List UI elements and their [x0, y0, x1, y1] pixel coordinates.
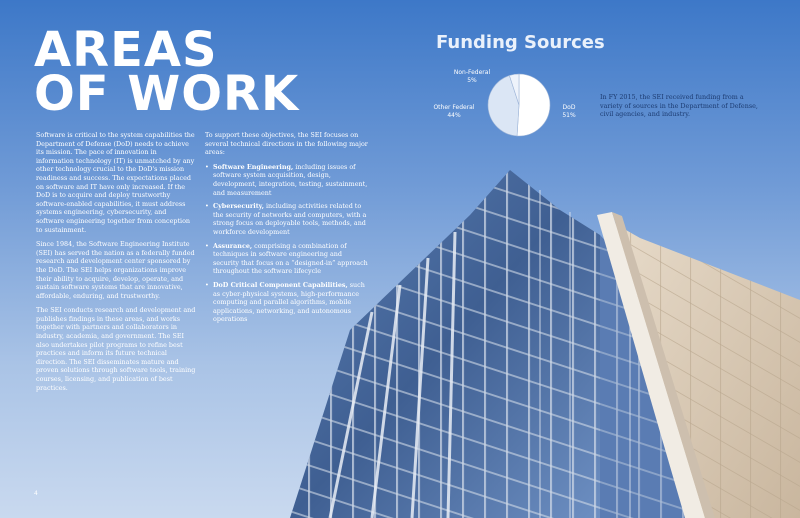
list-item — [205, 242, 370, 276]
pie-slice-dod — [517, 74, 550, 136]
list-item-text: including activities related to the security of networks and computers, with a strong focus on deployable tools, methods, and workforce development — [213, 202, 367, 236]
pie-label-dod-name: DoD — [562, 104, 576, 111]
bullet-icon: • — [205, 280, 209, 289]
bullet-icon: • — [205, 202, 209, 211]
pie-label-dod-pct: 51% — [562, 112, 576, 119]
page-title — [34, 22, 300, 122]
pie-label-other-federal-name: Other Federal — [433, 104, 475, 111]
intro-paragraph-2: Since 1984, the Software Engineering Institute (SEI) has served the nation as a federally funded research and development center sponsored by the DoD. The SEI helps organizations improve their ability to acquire, develop, operate, and sustain software systems that are innovative, affordable, enduring, and trustworthy. — [36, 240, 195, 300]
pie-label-dod — [556, 104, 582, 120]
bullet-icon: • — [205, 162, 209, 171]
funding-note: In FY 2015, the SEI received funding from a variety of sources in the Department of Defense, civil agencies, and industry. — [600, 93, 758, 119]
list-item-text: such as cyber-physical systems, high-performance computing and parallel algorithms, mobile applications, networking, and autonomous operations — [213, 280, 365, 324]
pie-label-other-federal-pct: 44% — [447, 112, 461, 119]
intro-column — [36, 131, 196, 398]
pie-label-non-federal — [452, 69, 492, 85]
pie-label-non-federal-pct: 5% — [467, 77, 477, 84]
list-item-term: Software Engineering, — [213, 162, 294, 171]
technical-areas-column — [205, 131, 370, 329]
list-item-term: Cybersecurity, — [213, 202, 264, 211]
list-item — [205, 281, 370, 324]
list-item-term: DoD Critical Component Capabilities, — [213, 280, 348, 289]
funding-sources-title: Funding Sources — [436, 32, 605, 53]
page-number: 4 — [34, 490, 38, 497]
intro-paragraph-3: The SEI conducts research and development and publishes findings in these areas, and works together with partners and collaborators in industry, academia, and government. The SEI also undertakes pilot programs to refine best practices and inform its future technical direction. The SEI disseminates mature and proven solutions through software tools, training courses, licensing, and publication of best practices. — [36, 306, 196, 392]
pie-label-non-federal-name: Non-Federal — [453, 69, 491, 76]
list-item-term: Assurance, — [213, 241, 253, 250]
funding-pie-chart — [486, 72, 552, 138]
intro-paragraph-1: Software is critical to the system capabilities the Department of Defense (DoD) needs to achieve its mission. The pace of innovation in information technology (IT) is unmatched by any other technology crucial to the DoD's mission readiness and success. The expectations placed on software and IT have only increased. If the DoD is to acquire and deploy trustworthy software-enabled capabilities, it must address systems engineering, cybersecurity, and software engineering together from conception to sustainment. — [36, 131, 195, 234]
list-item — [205, 163, 370, 197]
list-item-text: including issues of software system acquisition, design, development, integration, testing, sustainment, and measurement — [213, 162, 368, 197]
title-line-2: OF WORK — [34, 66, 300, 122]
bullet-icon: • — [205, 241, 209, 250]
list-item-text: comprising a combination of techniques in software engineering and security that focus on a “designed-in” approach throughout the software lifecycle — [213, 241, 368, 276]
technical-areas-list — [205, 163, 370, 324]
title-line-1: AREAS — [34, 22, 218, 78]
pie-label-other-federal — [432, 104, 476, 120]
technical-areas-intro: To support these objectives, the SEI focuses on several technical directions in the following major areas: — [205, 131, 368, 157]
list-item — [205, 202, 370, 236]
